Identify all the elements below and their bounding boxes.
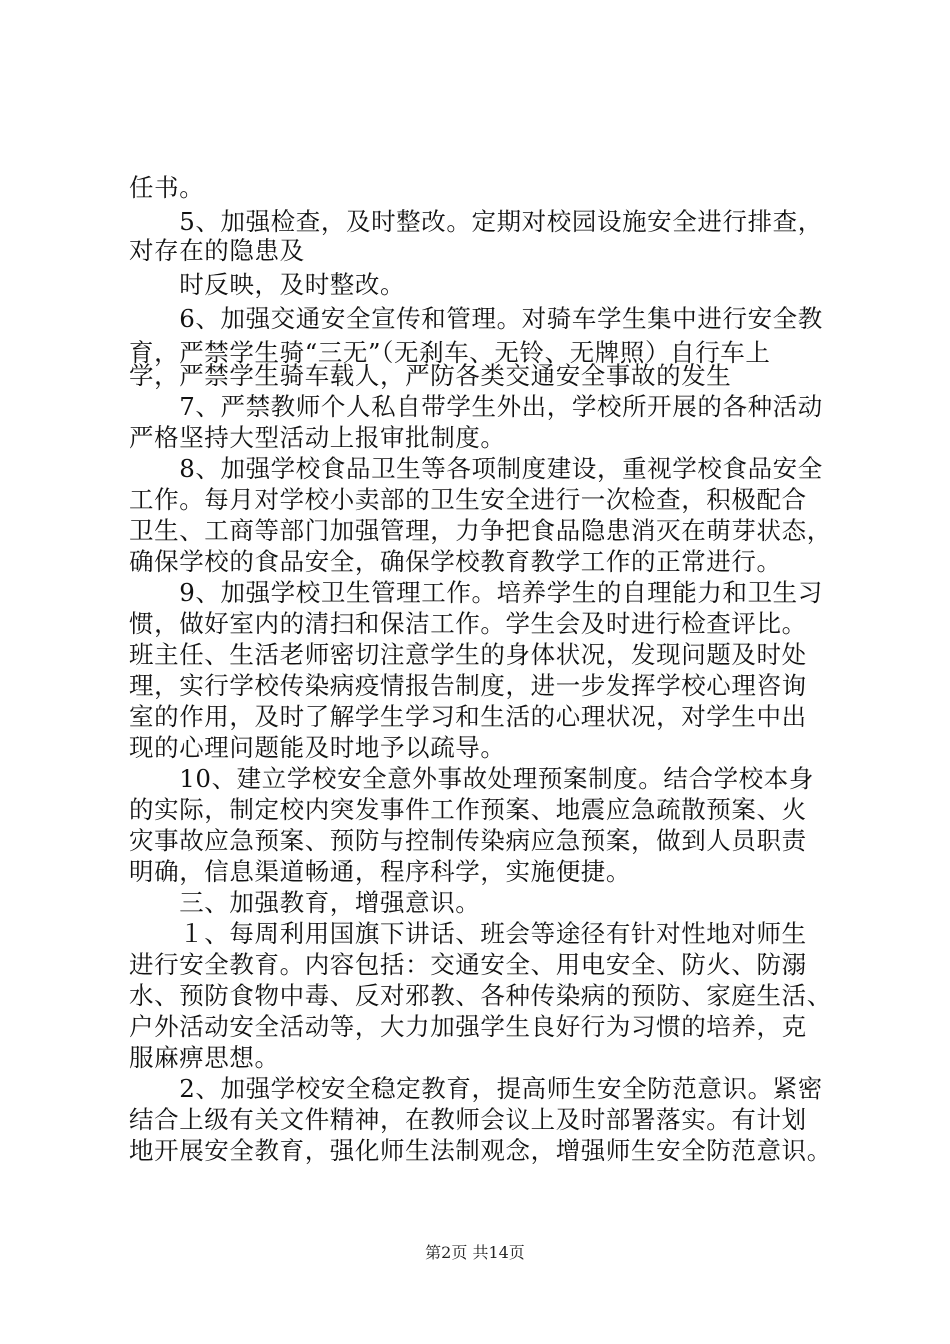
- text-line: 现的心理问题能及时地予以疏导。: [129, 733, 506, 762]
- text-line: 学，严禁学生骑车载人，严防各类交通安全事故的发生: [129, 361, 732, 390]
- text-line: 工作。每月对学校小卖部的卫生安全进行一次检查，积极配合: [129, 485, 807, 514]
- text-line: 确保学校的食品安全，确保学校教育教学工作的正常进行。: [129, 547, 782, 576]
- text-line: 6、加强交通安全宣传和管理。对骑车学生集中进行安全教: [129, 304, 823, 333]
- text-line: 惯，做好室内的清扫和保洁工作。学生会及时进行检查评比。: [129, 609, 807, 638]
- text-line: 服麻痹思想。: [129, 1043, 280, 1072]
- text-line: 9、加强学校卫生管理工作。培养学生的自理能力和卫生习: [129, 578, 823, 607]
- section-heading: 三、加强教育，增强意识。: [129, 888, 481, 917]
- text-line: 5、加强检查，及时整改。定期对校园设施安全进行排查，: [129, 207, 823, 236]
- text-line: 进行安全教育。内容包括：交通安全、用电安全、防火、防溺: [129, 950, 807, 979]
- text-line: 地开展安全教育，强化师生法制观念，增强师生安全防范意识。: [129, 1136, 832, 1165]
- text-line: １、每周利用国旗下讲话、班会等途径有针对性地对师生: [129, 919, 807, 948]
- text-line: 水、预防食物中毒、反对邪教、各种传染病的预防、家庭生活、: [129, 981, 832, 1010]
- text-line: 严格坚持大型活动上报审批制度。: [129, 423, 506, 452]
- text-line: 灾事故应急预案、预防与控制传染病应急预案，做到人员职责: [129, 826, 807, 855]
- text-line: 结合上级有关文件精神，在教师会议上及时部署落实。有计划: [129, 1105, 807, 1134]
- text-line: 育，严禁学生骑“三无”（无刹车、无铃、无牌照）自行车上: [129, 338, 771, 367]
- text-line: 明确，信息渠道畅通，程序科学，实施便捷。: [129, 857, 631, 886]
- text-line: 卫生、工商等部门加强管理，力争把食品隐患消灭在萌芽状态，: [129, 516, 832, 545]
- text-line: 8、加强学校食品卫生等各项制度建设，重视学校食品安全: [129, 454, 823, 483]
- text-line: 户外活动安全活动等，大力加强学生良好行为习惯的培养，克: [129, 1012, 807, 1041]
- text-line: 室的作用，及时了解学生学习和生活的心理状况，对学生中出: [129, 702, 807, 731]
- text-line: 的实际，制定校内突发事件工作预案、地震应急疏散预案、火: [129, 795, 807, 824]
- text-line: 10、建立学校安全意外事故处理预案制度。结合学校本身: [129, 764, 814, 793]
- text-line: 2、加强学校安全稳定教育，提高师生安全防范意识。紧密: [129, 1074, 823, 1103]
- text-line: 7、严禁教师个人私自带学生外出，学校所开展的各种活动: [129, 392, 823, 421]
- page-footer: 第2页 共14页: [425, 1243, 525, 1262]
- text-line: 对存在的隐患及: [129, 236, 305, 265]
- text-line: 理，实行学校传染病疫情报告制度，进一步发挥学校心理咨询: [129, 671, 807, 700]
- text-line: 任书。: [129, 173, 205, 202]
- text-line: 班主任、生活老师密切注意学生的身体状况，发现问题及时处: [129, 640, 807, 669]
- text-line: 时反映，及时整改。: [129, 270, 406, 299]
